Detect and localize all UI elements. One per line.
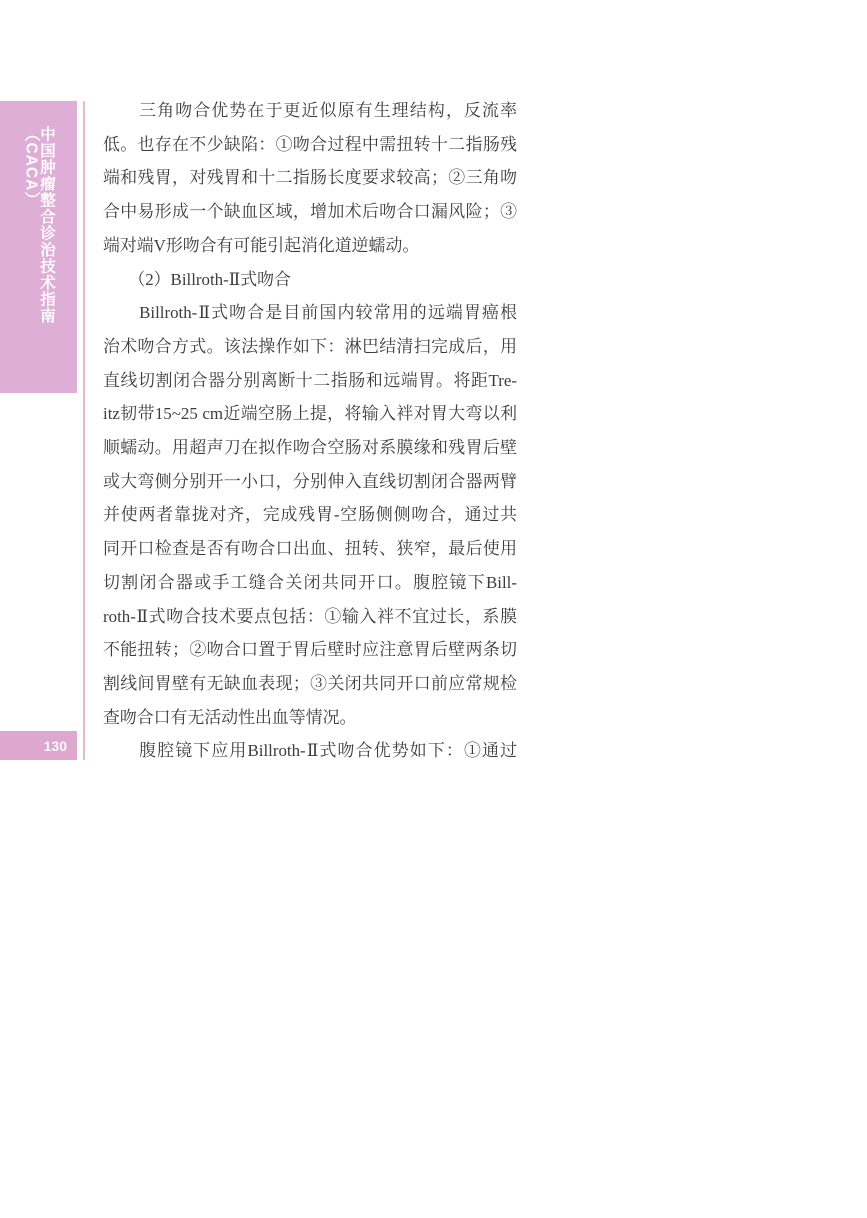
page-number-box <box>0 731 77 760</box>
text-line: 腹腔镜下应用Billroth-Ⅱ式吻合优势如下：①通过 <box>103 741 517 761</box>
text-line: 合中易形成一个缺血区域，增加术后吻合口漏风险；③ <box>103 202 517 222</box>
spine-band <box>0 101 77 393</box>
text-line: 顺蠕动。用超声刀在拟作吻合空肠对系膜缘和残胃后壁 <box>103 438 517 458</box>
book-title-vertical: 中国肿瘤整合诊治技术指南（CACA） <box>22 126 55 324</box>
paragraph-triangle-anastomosis-drawbacks <box>103 94 517 263</box>
text-line: 切割闭合器或手工缝合关闭共同开口。腹腔镜下Bill- <box>103 572 517 592</box>
text-line: 端对端V形吻合有可能引起消化道逆蠕动。 <box>103 235 420 255</box>
page-number: 130 <box>43 737 67 754</box>
text-line: 三角吻合优势在于更近似原有生理结构，反流率 <box>103 101 517 120</box>
text-line: 低。也存在不少缺陷：①吻合过程中需扭转十二指肠残 <box>103 134 517 154</box>
text-line: 并使两者靠拢对齐，完成残胃-空肠侧侧吻合，通过共 <box>103 505 517 525</box>
text-line: 不能扭转；②吻合口置于胃后壁时应注意胃后壁两条切 <box>103 640 517 660</box>
text-line: 端和残胃，对残胃和十二指肠长度要求较高；②三角吻 <box>103 168 517 188</box>
text-line: 查吻合口有无活动性出血等情况。 <box>103 707 357 727</box>
text-line: Billroth-Ⅱ式吻合是目前国内较常用的远端胃癌根 <box>103 303 517 323</box>
text-line: 同开口检查是否有吻合口出血、扭转、狭窄，最后使用 <box>103 539 517 559</box>
text-line: 割线间胃壁有无缺血表现；③关闭共同开口前应常规检 <box>103 673 517 693</box>
text-line: 或大弯侧分别开一小口，分别伸入直线切割闭合器两臂 <box>103 471 517 491</box>
paragraph-billroth-ii-advantages <box>103 734 517 768</box>
subheading-billroth-ii <box>103 263 517 297</box>
text-line: 治术吻合方式。该法操作如下：淋巴结清扫完成后，用 <box>103 336 517 356</box>
text-line: itz韧带15~25 cm近端空肠上提，将输入袢对胃大弯以利 <box>103 404 517 424</box>
paragraph-billroth-ii-procedure <box>103 296 517 734</box>
text-line: 直线切割闭合器分别离断十二指肠和远端胃。将距Tre- <box>103 370 517 390</box>
vertical-divider <box>83 101 85 760</box>
text-line: roth-Ⅱ式吻合技术要点包括：①输入袢不宜过长，系膜 <box>103 606 517 626</box>
text-line: （2）Billroth-Ⅱ式吻合 <box>103 269 291 289</box>
body-text-column <box>103 94 517 768</box>
